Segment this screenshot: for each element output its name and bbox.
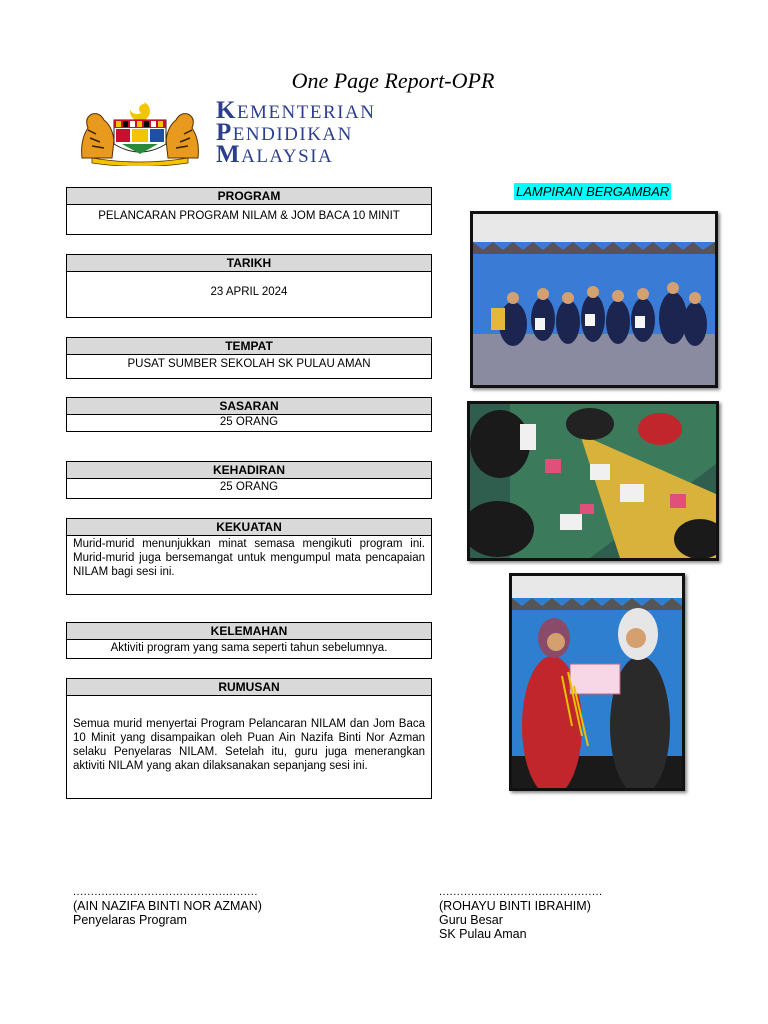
ministry-name	[216, 97, 376, 168]
program-section	[66, 187, 432, 235]
program-value: PELANCARAN PROGRAM NILAM & JOM BACA 10 MINIT	[98, 210, 400, 222]
tempat-header: TEMPAT	[67, 338, 431, 355]
signature-left	[73, 885, 262, 927]
tempat-section	[66, 337, 432, 379]
signatory-school-right: SK Pulau Aman	[439, 927, 527, 941]
kelemahan-header: KELEMAHAN	[67, 623, 431, 640]
rumusan-header: RUMUSAN	[67, 679, 431, 696]
tempat-value: PUSAT SUMBER SEKOLAH SK PULAU AMAN	[127, 358, 371, 370]
ministry-line2-rest: ENDIDIKAN	[232, 124, 353, 145]
ministry-line1-initial: K	[216, 97, 237, 124]
coat-of-arms-logo	[78, 100, 202, 166]
certificate-photo	[509, 573, 685, 791]
sasaran-value: 25 ORANG	[219, 416, 279, 428]
sasaran-section	[66, 397, 432, 432]
kelemahan-section	[66, 622, 432, 659]
lampiran-label: LAMPIRAN BERGAMBAR	[516, 184, 670, 199]
signature-line-left: ....................................................	[73, 886, 258, 898]
tarikh-header: TARIKH	[67, 255, 431, 272]
kehadiran-header: KEHADIRAN	[67, 462, 431, 479]
signatory-name-left: (AIN NAZIFA BINTI NOR AZMAN)	[73, 899, 262, 913]
signatory-role-left: Penyelaras Program	[73, 913, 187, 927]
kehadiran-value: 25 ORANG	[219, 481, 279, 493]
kekuatan-value: Murid-murid menunjukkan minat semasa mengikuti program ini. Murid-murid juga bersemangat untuk mengumpul mata pencapaian NILAM bagi sesi ini.	[73, 538, 425, 578]
rumusan-section	[66, 678, 432, 799]
group-photo	[470, 211, 718, 388]
page-title: One Page Report-OPR	[291, 68, 495, 93]
program-header: PROGRAM	[67, 188, 431, 205]
reading-photo	[467, 401, 719, 561]
tarikh-value: 23 APRIL 2024	[210, 286, 288, 298]
signature-right	[439, 885, 603, 941]
signatory-role-right: Guru Besar	[439, 913, 503, 927]
signatory-name-right: (ROHAYU BINTI IBRAHIM)	[439, 899, 591, 913]
sasaran-header: SASARAN	[67, 398, 431, 415]
rumusan-value: Semua murid menyertai Program Pelancaran NILAM dan Jom Baca 10 Minit yang disampaikan oleh Puan Ain Nazifa Binti Nor Azman selaku Penyelaras NILAM. Setelah itu, guru juga menerangkan aktiviti NILAM yang akan dilaksanakan sepanjang sesi ini.	[73, 718, 425, 772]
ministry-line3-rest: ALAYSIA	[241, 146, 334, 167]
signature-line-right: ..............................................	[439, 886, 603, 898]
kekuatan-header: KEKUATAN	[67, 519, 431, 536]
kekuatan-section	[66, 518, 432, 595]
ministry-line3-initial: M	[216, 141, 242, 168]
tarikh-section	[66, 254, 432, 318]
ministry-line1-rest: EMENTERIAN	[236, 102, 376, 123]
ministry-line2-initial: P	[216, 119, 233, 146]
kehadiran-section	[66, 461, 432, 499]
kelemahan-value: Aktiviti program yang sama seperti tahun sebelumnya.	[110, 642, 388, 654]
